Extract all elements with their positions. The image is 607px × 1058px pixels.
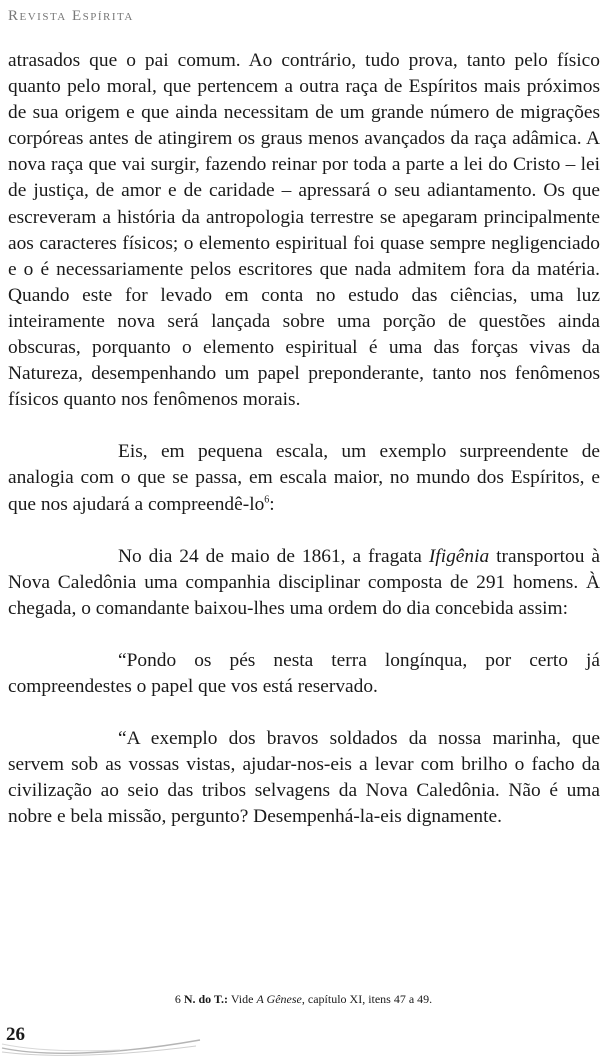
main-text xyxy=(8,48,600,830)
footnote-text-after: , capítulo XI, itens 47 a 49. xyxy=(301,992,433,1006)
paragraph-2-end: : xyxy=(269,493,275,515)
running-head: Revista Espírita xyxy=(8,8,134,24)
footnote-text-before: Vide xyxy=(228,992,257,1006)
page-number: 26 xyxy=(6,1024,25,1045)
paragraph-4: “Pondo os pés nesta terra longínqua, por certo já compreendestes o papel que vos está reservado. xyxy=(8,649,600,697)
footnote-label: N. do T.: xyxy=(183,992,229,1006)
paragraph-5: “A exemplo dos bravos soldados da nossa marinha, que servem sob as vossas vistas, ajudar-nos-eis a levar com brilho o facho da civilização ao seio das tribos selvagens da Nova Caledônia. Não é uma nobre e bela missão, pergunto? Desempenhá-la-eis dignamente. xyxy=(8,728,600,828)
footnote xyxy=(0,992,607,1007)
paragraph-3-end: transportou à Nova Caledônia uma companhia disciplinar composta de 291 homens. À chegada, o comandante baixou-lhes uma ordem do dia concebida assim: xyxy=(8,545,600,619)
ship-name: Ifigênia xyxy=(428,545,490,567)
footnote-number: 6 xyxy=(174,992,181,1006)
paragraph-3 xyxy=(8,544,600,622)
paragraph-2 xyxy=(8,439,600,517)
folio-swash-decoration xyxy=(0,1030,210,1058)
paragraph-2-text: Eis, em pequena escala, um exemplo surpreendente de analogia com o que se passa, em escala maior, no mundo dos Espíritos, e que nos ajudará a compreendê-lo xyxy=(8,441,600,515)
paragraph-1: atrasados que o pai comum. Ao contrário, tudo prova, tanto pelo físico quanto pelo moral, que pertencem a outra raça de Espíritos mais próximos de sua origem e que ainda necessitam de um grande número de migrações corpóreas antes de atingirem os graus menos avançados da raça adâmica. A nova raça que vai surgir, fazendo reinar por toda a parte a lei do Cristo – lei de justiça, de amor e de caridade – apressará o seu adiantamento. Os que escreveram a história da antropologia terrestre se apegaram principalmente aos caracteres físicos; o elemento espiritual foi quase sempre negligenciado e o é necessariamente pelos escritores que nada admitem fora da matéria. Quando este for levado em conta no estudo das ciências, uma luz inteiramente nova será lançada sobre uma porção de questões ainda obscuras, porquanto o elemento espiritual é uma das forças vivas da Natureza, desempenhando um papel preponderante, tanto nos fenômenos físicos quanto nos fenômenos morais. xyxy=(8,50,600,411)
paragraph-3-start: No dia 24 de maio de 1861, a fragata xyxy=(118,545,429,567)
footnote-reference: 6 xyxy=(264,494,270,506)
footnote-book-title: A Gênese xyxy=(256,992,302,1006)
